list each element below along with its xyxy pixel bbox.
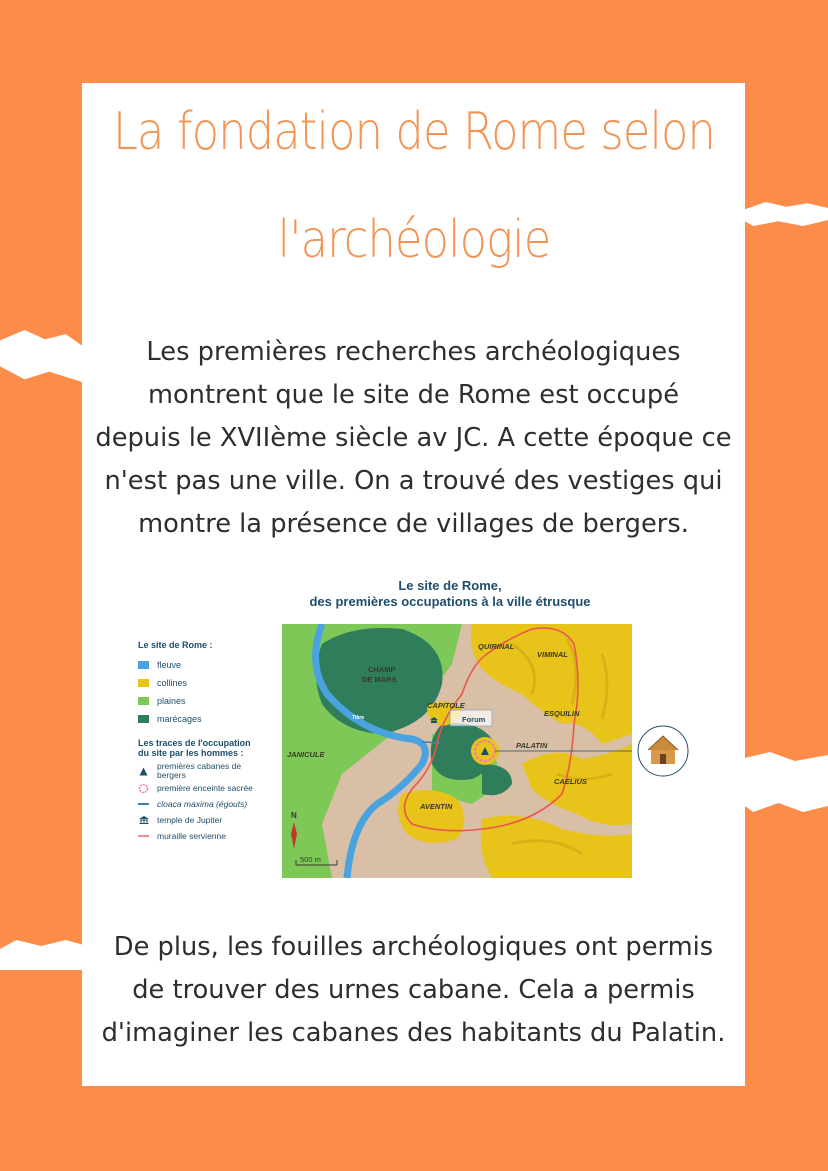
map-title [280, 578, 620, 610]
title-line-2: l'archéologie [277, 210, 551, 270]
legend-item-plaines [138, 692, 278, 710]
torn-paper-left-bottom [0, 940, 82, 970]
legend-label: première enceinte sacrée [157, 782, 253, 793]
legend-label: collines [157, 678, 188, 688]
intro-line: Les premières recherches archéologiques [146, 337, 681, 367]
legend-title: Le site de Rome : [138, 640, 213, 650]
temple-icon [138, 816, 149, 824]
legend-trace-cloaca [138, 796, 278, 812]
torn-paper-right-mid [745, 752, 828, 812]
legend-label: plaines [157, 696, 186, 706]
intro-line: n'est pas une ville. On a trouvé des vestiges qui [104, 466, 723, 496]
plains-swatch-icon [138, 697, 149, 705]
hut-icon [138, 767, 149, 776]
hills-swatch-icon [138, 679, 149, 687]
intro-line: montrent que le site de Rome est occupé [147, 380, 680, 410]
rome-map [282, 624, 632, 878]
map-title-line-1: Le site de Rome, [398, 578, 502, 593]
legend-trace-muraille [138, 828, 278, 844]
legend-trace-enceinte [138, 780, 278, 796]
place-label: ESQUILIN [544, 709, 580, 718]
outro-paragraph [82, 926, 745, 1055]
legend-item-marecages [138, 710, 278, 728]
map-title-line-2: des premières occupations à la ville étrusque [309, 594, 591, 609]
legend-label: premières cabanes de bergers [157, 761, 242, 780]
intro-line: depuis le XVIIème siècle av JC. A cette époque ce [95, 423, 732, 453]
intro-paragraph [82, 331, 745, 546]
place-label: PALATIN [516, 741, 548, 750]
traces-title-line-2: du site par les hommes : [138, 748, 244, 758]
outro-line: de trouver des urnes cabane. Cela a permis [132, 975, 695, 1005]
place-label: QUIRINAL [478, 642, 515, 651]
place-label: DE MARS [362, 675, 397, 684]
place-label: JANICULE [287, 750, 325, 759]
traces-title-line-1: Les traces de l'occupation [138, 738, 251, 748]
place-label: CAELIUS [554, 777, 587, 786]
place-label: VIMINAL [537, 650, 568, 659]
intro-line: montre la présence de villages de bergers. [138, 509, 689, 539]
legend-item-collines [138, 674, 278, 692]
legend-item-fleuve [138, 656, 278, 674]
river-swatch-icon [138, 661, 149, 669]
legend-traces-title [138, 738, 278, 758]
outro-line: De plus, les fouilles archéologiques ont permis [113, 932, 714, 962]
hut-illustration [636, 724, 690, 778]
sewer-line-icon [138, 802, 149, 806]
map-legend [138, 640, 278, 844]
marsh-swatch-icon [138, 715, 149, 723]
north-label: N [291, 811, 297, 820]
legend-trace-huts [138, 762, 278, 780]
legend-label: fleuve [157, 660, 182, 670]
page-title [58, 78, 770, 294]
river-label: Tibre [352, 715, 365, 721]
legend-label: cloaca maxima (égouts) [157, 798, 248, 809]
place-label: CAPITOLE [427, 701, 465, 710]
place-label: Forum [462, 715, 486, 724]
place-label: AVENTIN [420, 802, 453, 811]
torn-paper-left-top [0, 330, 82, 382]
place-label: CHAMP [368, 665, 396, 674]
legend-label: marécages [157, 714, 202, 724]
ring-icon [138, 783, 149, 794]
title-line-1: La fondation de Rome selon [112, 102, 716, 162]
rome-site-map-figure [130, 572, 710, 892]
legend-label: muraille servienne [157, 830, 226, 841]
legend-trace-temple [138, 812, 278, 828]
legend-label: temple de Jupiter [157, 814, 223, 825]
wall-line-icon [138, 834, 149, 838]
scale-label: 500 m [300, 855, 321, 864]
outro-line: d'imaginer les cabanes des habitants du Palatin. [101, 1018, 726, 1048]
